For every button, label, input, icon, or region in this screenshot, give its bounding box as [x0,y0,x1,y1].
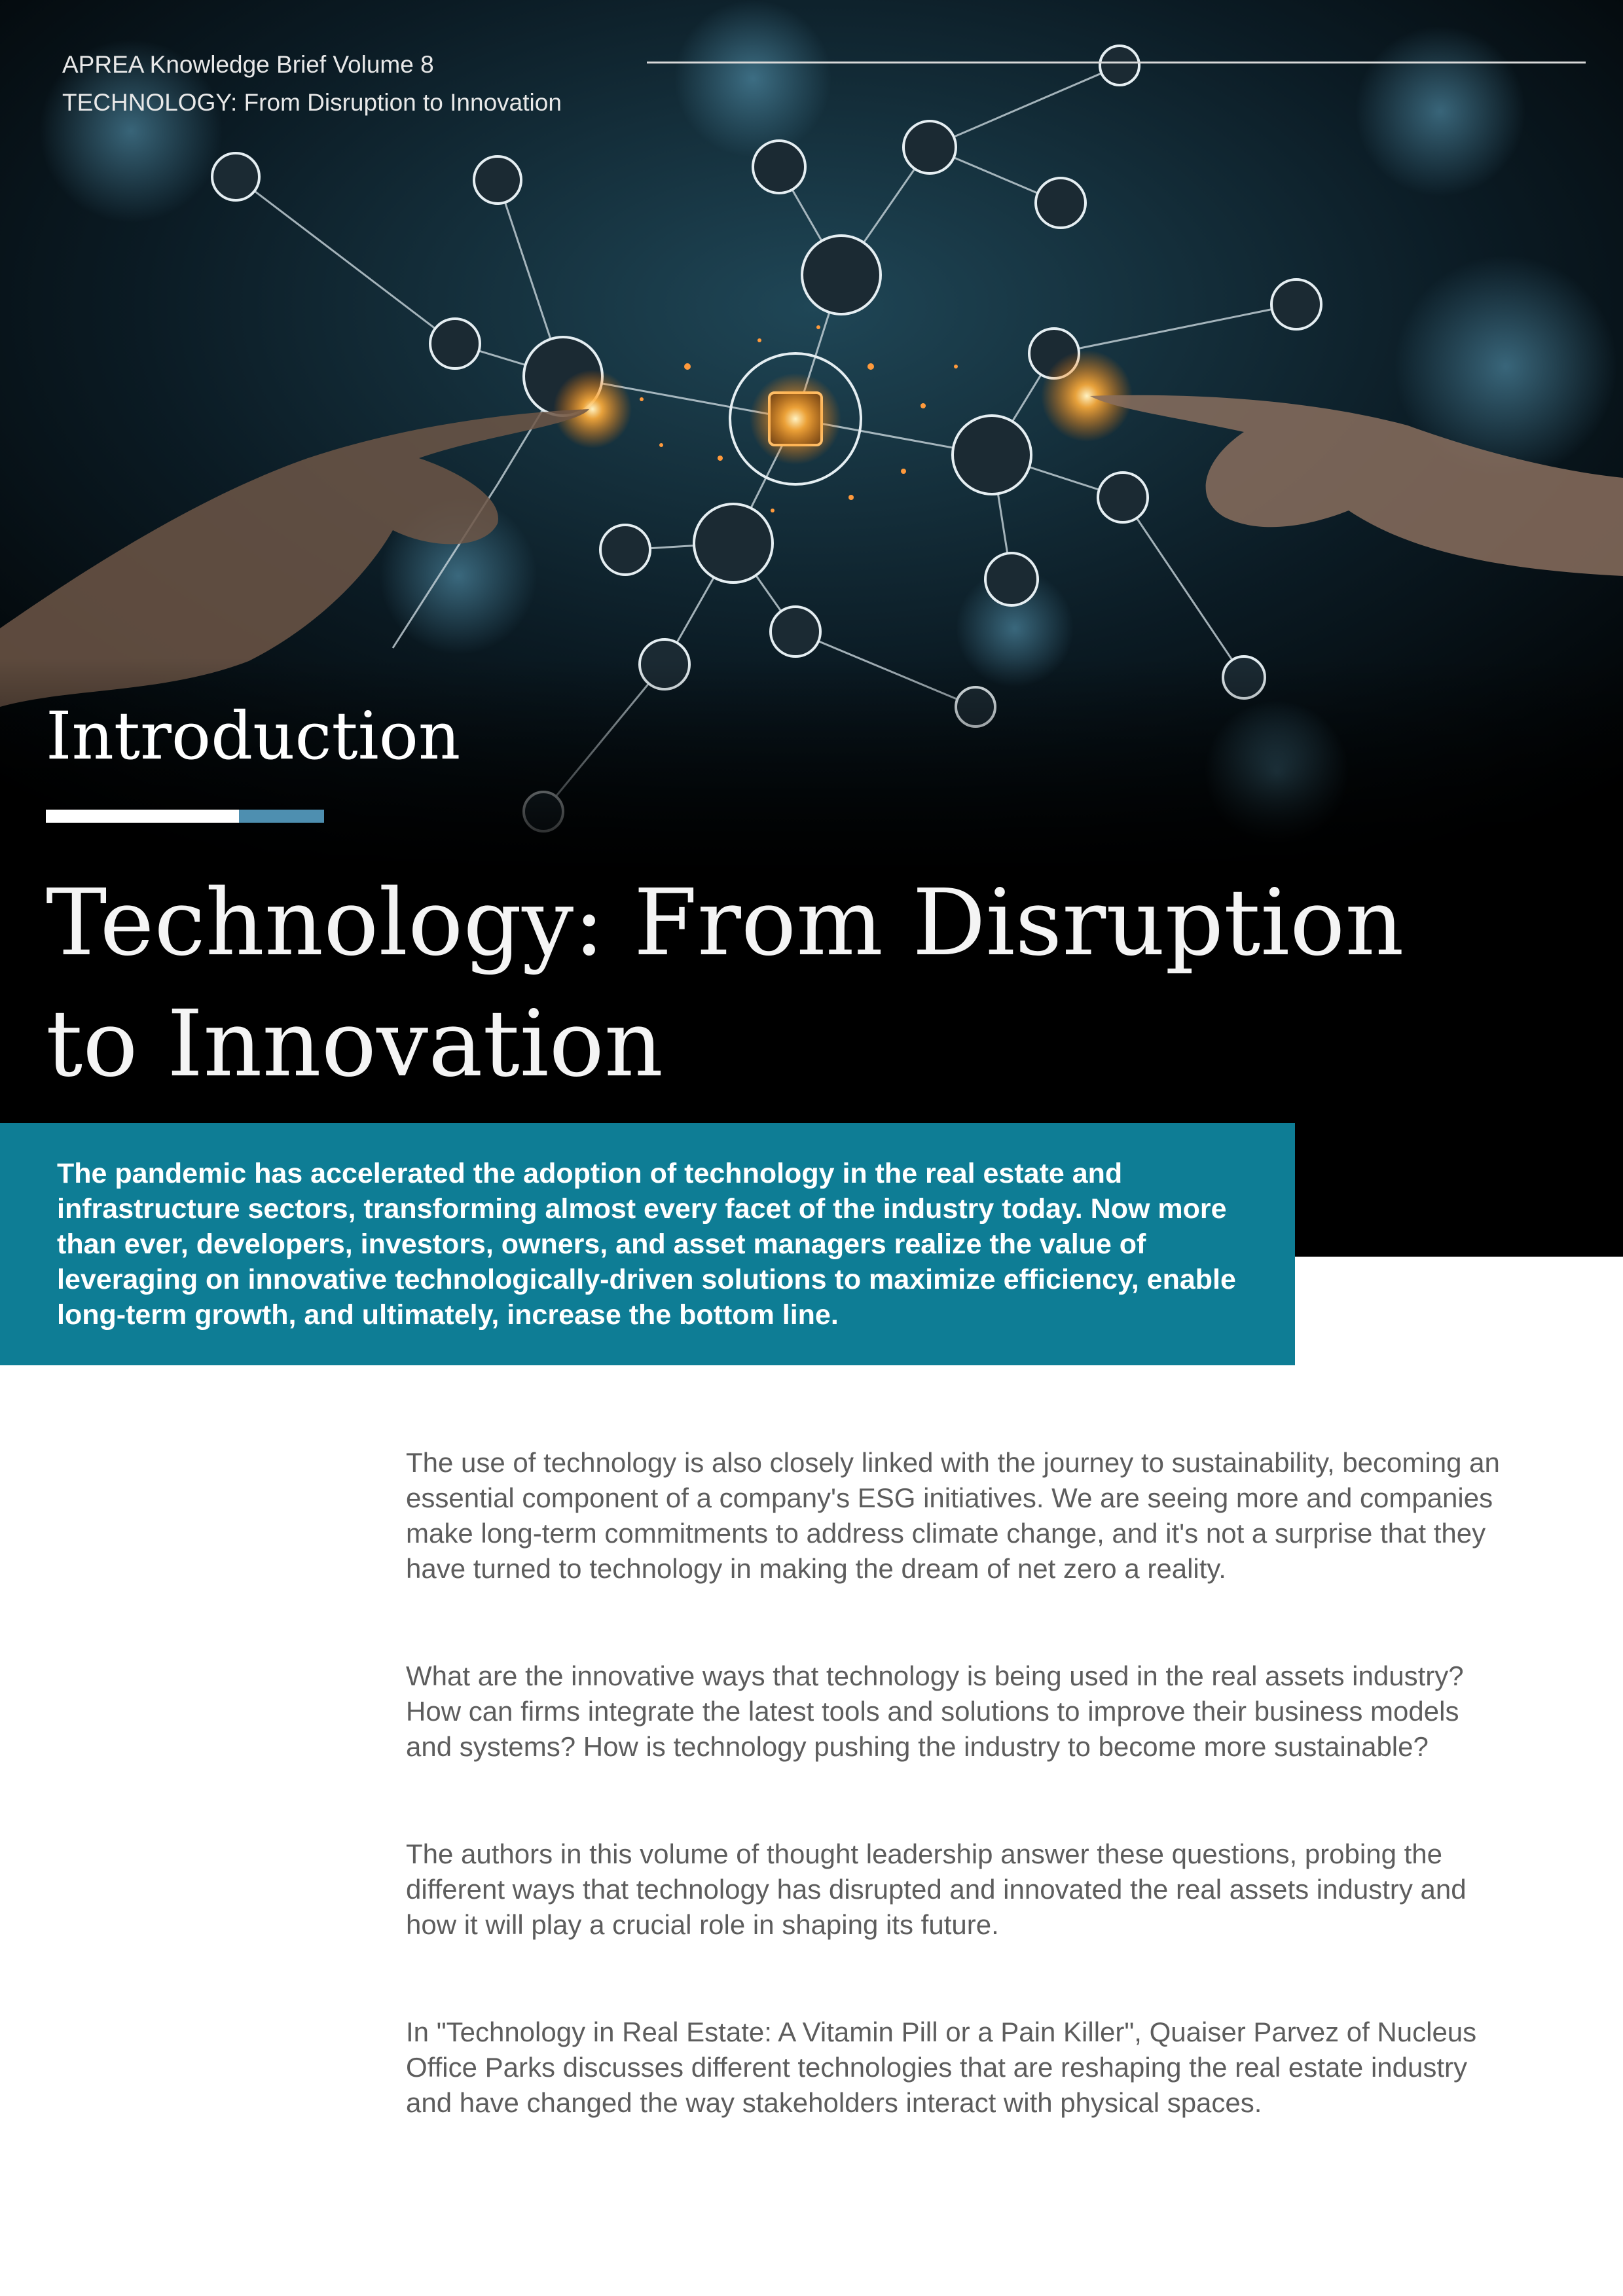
accent-bar [46,810,324,823]
accent-bar-white [46,810,239,823]
body-paragraph-3: The authors in this volume of thought leadership answer these questions, probing the different ways that technology has disrupted and innovated the real assets industry and how it will play a crucial role in shaping its future. [406,1839,1467,1940]
header-subtitle: TECHNOLOGY: From Disruption to Innovation [62,89,562,116]
section-label: Introduction [46,698,461,774]
accent-bar-blue [239,810,324,823]
lead-text: The pandemic has accelerated the adoption of technology in the real estate and infrastructure sectors, transforming almost every facet of the industry today. Now more than ever, developers, investors, owners, and asset managers realize the value of leveraging on innovative technologically-driven solutions to maximize efficiency, enable long-term growth, and ultimately, increase the bottom line. [57,1158,1236,1331]
page-header [62,46,562,122]
title-line-1: Technology: From Disruption [46,870,1404,977]
lead-callout [0,1123,1295,1365]
title-line-2: to Innovation [46,991,664,1098]
header-rule [647,62,1586,63]
header-volume: APREA Knowledge Brief Volume 8 [62,51,434,78]
page-title [46,863,1486,1105]
body-paragraph-2: What are the innovative ways that technology is being used in the real assets industry? How can firms integrate the latest tools and solutions to improve their business models and systems? How is technology pushing the industry to become more sustainable? [406,1660,1464,1762]
body-text [406,1445,1506,2193]
body-paragraph-1: The use of technology is also closely linked with the journey to sustainability, becoming an essential component of a company's ESG initiatives. We are seeing more and companies make long-term commitments to address climate change, and it's not a surprise that they have turned to technology in making the dream of net zero a reality. [406,1447,1500,1584]
body-paragraph-4: In "Technology in Real Estate: A Vitamin Pill or a Pain Killer", Quaiser Parvez of Nucleus Office Parks discusses different technologies that are reshaping the real estate industry and have changed the way stakeholders interact with physical spaces. [406,2017,1477,2118]
